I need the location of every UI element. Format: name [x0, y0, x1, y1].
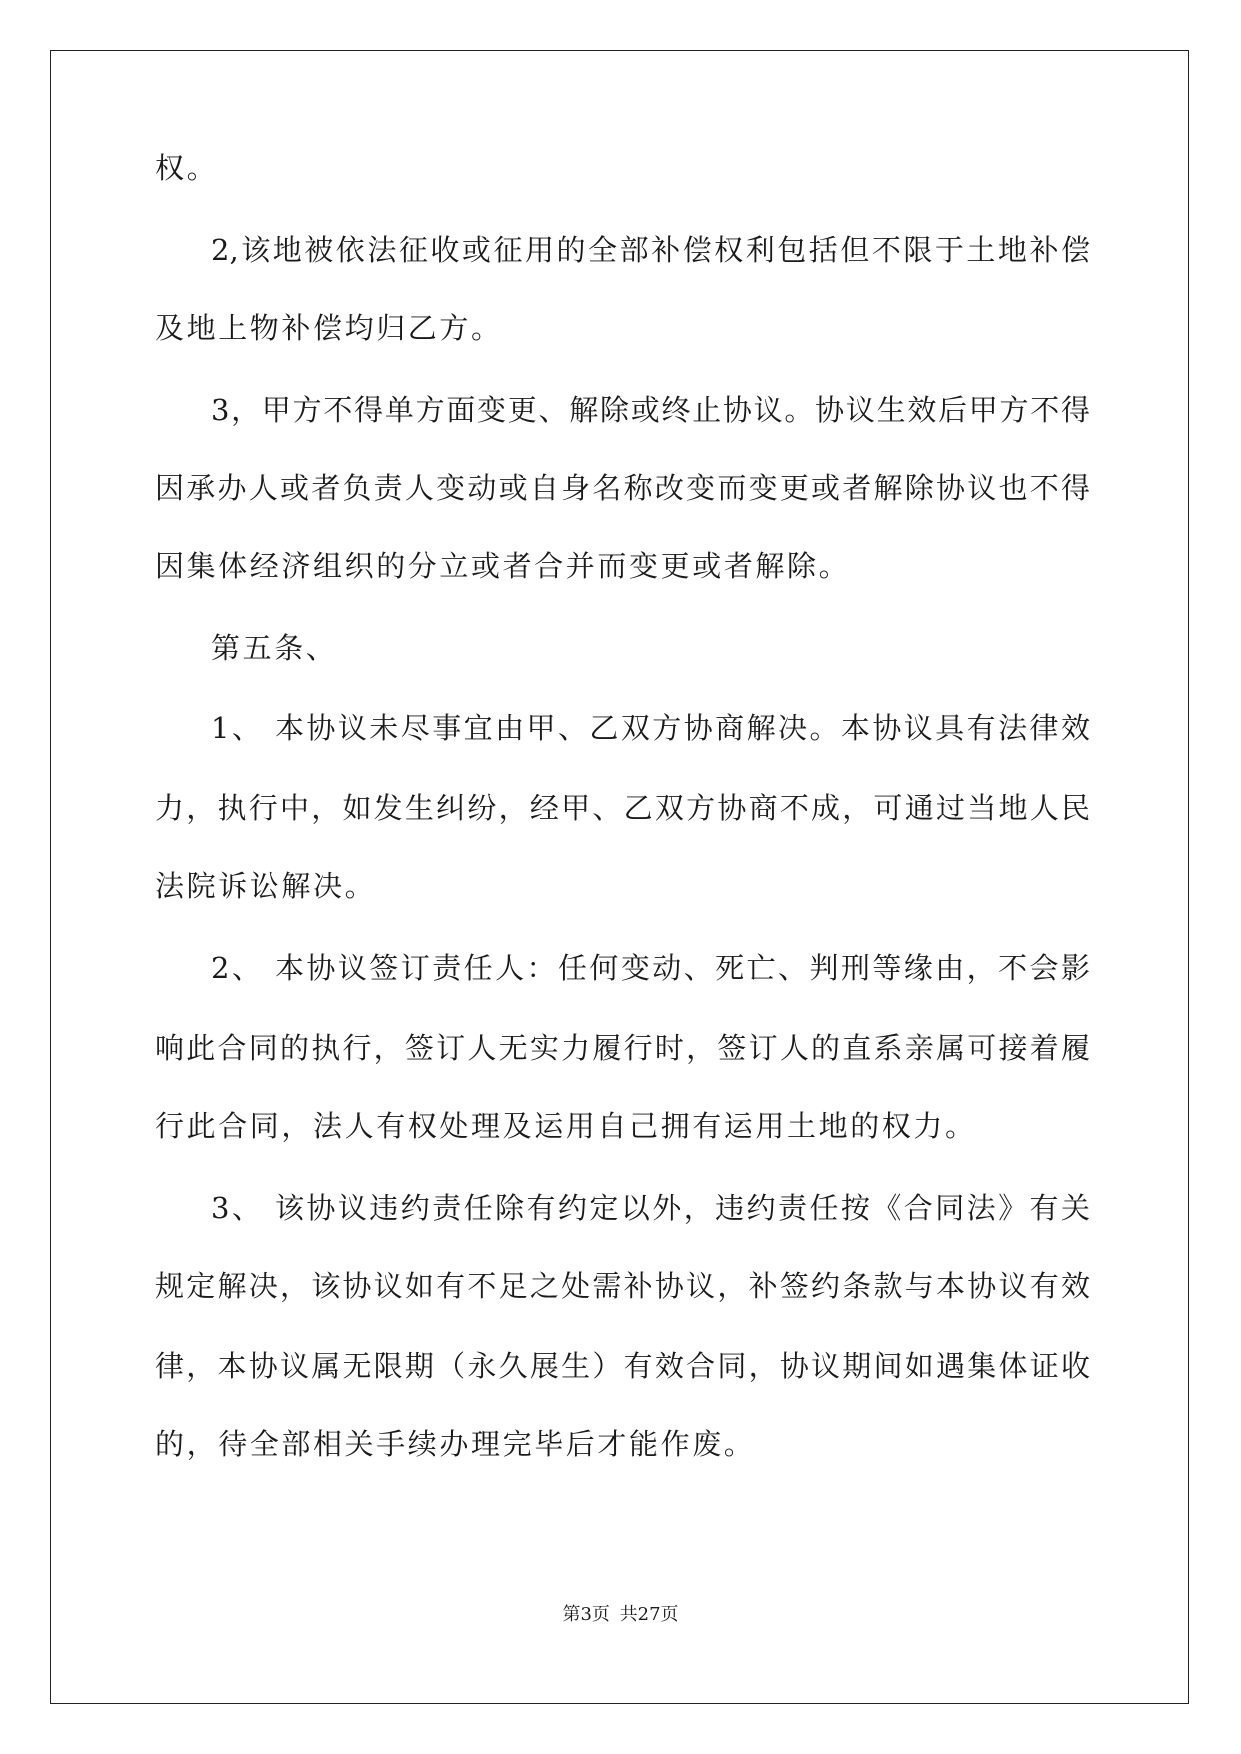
text-line: 1、 本协议未尽事宜由甲、乙双方协商解决。本协议具有法律效: [211, 711, 1090, 745]
text-line: 力，执行中，如发生纠纷，经甲、乙双方协商不成，可通过当地人民: [155, 791, 1090, 825]
text-line: 3，甲方不得单方面变更、解除或终止协议。协议生效后甲方不得: [211, 393, 1090, 427]
page-total: 共27页: [619, 1604, 679, 1625]
text-line: 的，待全部相关手续办理完毕后才能作废。: [155, 1427, 756, 1461]
text-line: 律，本协议属无限期（永久展生）有效合同，协议期间如遇集体证收: [155, 1349, 1090, 1383]
text-line: 因集体经济组织的分立或者合并而变更或者解除。: [155, 549, 851, 583]
section-heading: 第五条、: [211, 631, 338, 665]
page-footer: [0, 1600, 1241, 1626]
text-line: 2,该地被依法征收或征用的全部补偿权利包括但不限于土地补偿: [211, 233, 1090, 267]
text-line: 规定解决，该协议如有不足之处需补协议，补签约条款与本协议有效: [155, 1269, 1090, 1303]
text-line: 权。: [155, 151, 219, 185]
page-number: 第3页: [562, 1604, 610, 1625]
text-line: 响此合同的执行，签订人无实力履行时，签订人的直系亲属可接着履: [155, 1031, 1090, 1065]
text-line: 因承办人或者负责人变动或自身名称改变而变更或者解除协议也不得: [155, 471, 1090, 505]
text-line: 行此合同，法人有权处理及运用自己拥有运用土地的权力。: [155, 1109, 977, 1143]
text-line: 3、 该协议违约责任除有约定以外，违约责任按《合同法》有关: [211, 1191, 1090, 1225]
text-line: 法院诉讼解决。: [155, 869, 377, 903]
text-line: 及地上物补偿均归乙方。: [155, 311, 503, 345]
text-line: 2、 本协议签订责任人：任何变动、死亡、判刑等缘由，不会影: [211, 951, 1090, 985]
